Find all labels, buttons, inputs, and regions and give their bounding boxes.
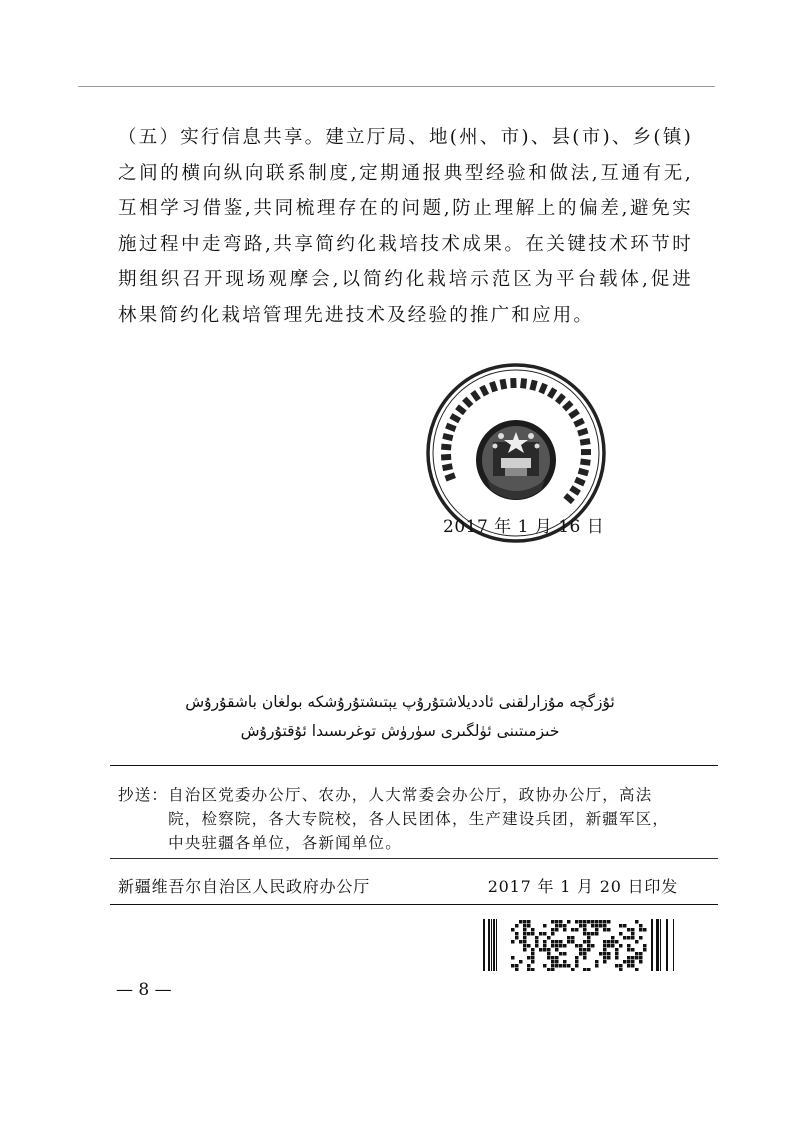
barcode-icon	[483, 919, 675, 971]
body-paragraph: （五）实行信息共享。建立厅局、地(州、市)、县(市)、乡(镇)之间的横向纵向联系制度,定期通报典型经验和做法,互通有无,互相学习借鉴,共同梳理存在的问题,防止理解上的偏差,避免实施过程中走弯路,共享简约化栽培技术成果。在关键技术环节时期组织召开现场观摩会,以简约化栽培示范区为平台载体,促进林果简约化栽培管理先进技术及经验的推广和应用。	[118, 127, 693, 326]
distribution-label: 抄送：	[118, 786, 169, 804]
distribution-bottom-rule	[110, 858, 718, 859]
distribution-top-rule	[110, 765, 718, 766]
issuer-bottom-rule	[110, 904, 718, 905]
header-divider	[78, 86, 715, 87]
print-date: 2017 年 1 月 20 日印发	[487, 877, 678, 896]
uyghur-title-line-2: خىزمىتىنى ئۈلگىرى سۈرۈش توغرىسىدا ئۇقتۇرۇش	[240, 722, 560, 740]
page-number: — 8 —	[116, 980, 172, 1000]
issuer-name: 新疆维吾尔自治区人民政府办公厅	[118, 877, 371, 896]
distribution-block	[118, 783, 678, 855]
distribution-text: 自治区党委办公厅、农办，人大常委会办公厅，政协办公厅，高法院，检察院，各大专院校，各人民团体，生产建设兵团，新疆军区，中央驻疆各单位，各新闻单位。	[168, 786, 670, 852]
signature-date: 2017 年 1 月 16 日	[443, 517, 605, 537]
uyghur-title-line-1: ئۇزگچە مۇزارلقنى ئادديلاشتۇرۇپ يېتىشتۇرۇشكە بولغان باشقۇرۇش	[185, 693, 615, 711]
body-paragraph-block	[118, 120, 693, 333]
issuer-line	[118, 874, 678, 897]
